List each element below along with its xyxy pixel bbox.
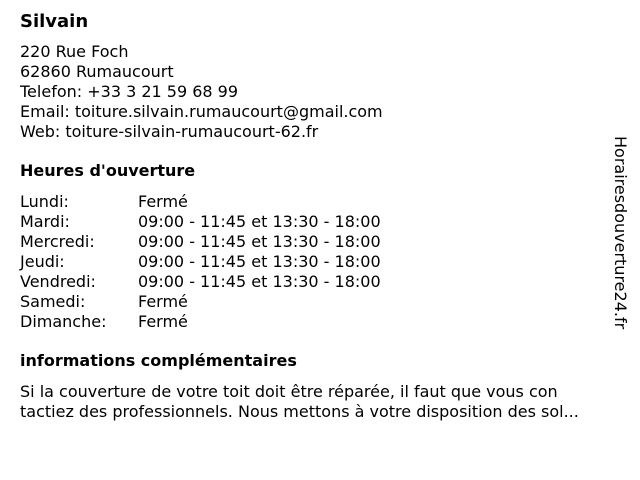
email-line: Email: toiture.silvain.rumaucourt@gmail.com: [20, 102, 383, 121]
hours-day: Mercredi:: [20, 232, 95, 251]
hours-row-tuesday: [20, 212, 610, 232]
hours-time: 09:00 - 11:45 et 13:30 - 18:00: [138, 272, 381, 291]
info-title: informations complémentaires: [20, 351, 297, 370]
hours-row-wednesday: [20, 232, 610, 252]
hours-day: Mardi:: [20, 212, 70, 231]
business-card: [20, 10, 610, 422]
hours-day: Jeudi:: [20, 252, 65, 271]
business-name: Silvain: [20, 11, 89, 32]
address-line-2: 62860 Rumaucourt: [20, 62, 174, 81]
hours-day: Lundi:: [20, 192, 69, 211]
web-line: Web: toiture-silvain-rumaucourt-62.fr: [20, 122, 319, 141]
hours-time: Fermé: [138, 312, 188, 331]
hours-time: 09:00 - 11:45 et 13:30 - 18:00: [138, 212, 381, 231]
hours-row-friday: [20, 272, 610, 292]
hours-title: Heures d'ouverture: [20, 161, 196, 180]
hours-day: Vendredi:: [20, 272, 96, 291]
hours-day: Dimanche:: [20, 312, 107, 331]
hours-day: Samedi:: [20, 292, 86, 311]
hours-time: 09:00 - 11:45 et 13:30 - 18:00: [138, 252, 381, 271]
info-text-line-1: Si la couverture de votre toit doit être réparée, il faut que vous con: [20, 382, 558, 401]
site-brand-vertical: Horairesdouverture24.fr: [611, 136, 630, 330]
hours-time: 09:00 - 11:45 et 13:30 - 18:00: [138, 232, 381, 251]
hours-time: Fermé: [138, 292, 188, 311]
address-line-1: 220 Rue Foch: [20, 42, 129, 61]
hours-row-monday: [20, 192, 610, 212]
hours-row-saturday: [20, 292, 610, 312]
phone-line: Telefon: +33 3 21 59 68 99: [20, 82, 239, 101]
info-text-line-2: tactiez des professionnels. Nous mettons à votre disposition des sol...: [20, 402, 579, 421]
hours-row-thursday: [20, 252, 610, 272]
hours-row-sunday: [20, 312, 610, 332]
hours-time: Fermé: [138, 192, 188, 211]
